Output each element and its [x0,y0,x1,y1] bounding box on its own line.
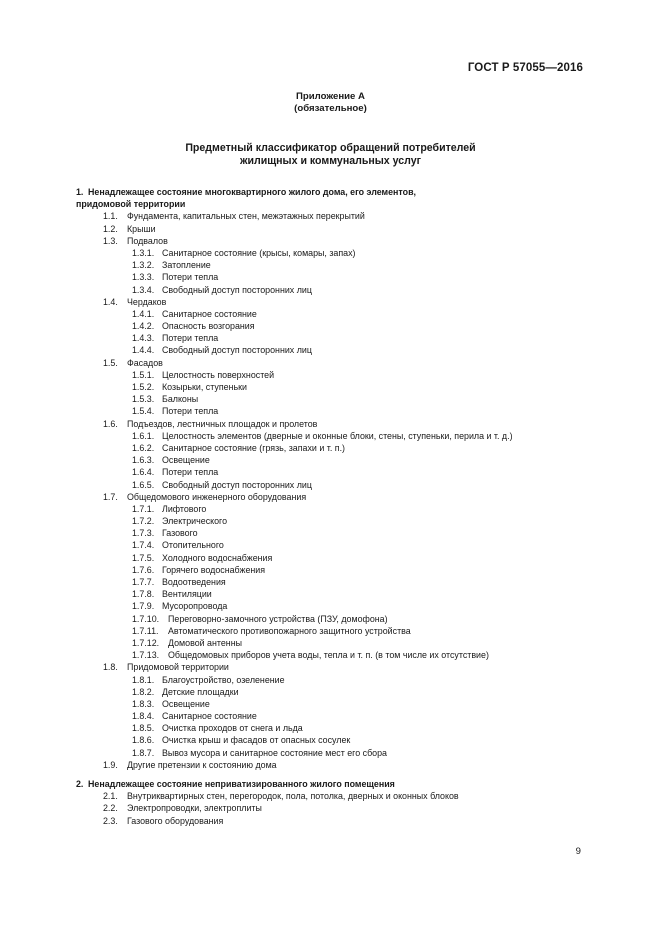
list-item [0,296,661,308]
sub-item-label: Целостность поверхностей [162,369,275,380]
sub-item [0,381,661,393]
sub-item [0,710,661,722]
sub-item-label: Санитарное состояние [162,711,257,722]
sub-item [0,564,661,576]
sub-item [0,344,661,356]
sub-item [0,734,661,746]
sub-item-label: Холодного водоснабжения [162,552,273,563]
item-number: 2.2. [103,803,118,814]
item-number: 1.3. [103,235,118,246]
sub-item [0,686,661,698]
item-number: 1.2. [103,223,118,234]
list-item [0,802,661,814]
section-heading-continued [0,198,661,210]
sub-item-number: 1.3.2. [132,260,155,271]
annex-title: Приложение А [296,91,365,102]
list-item [0,418,661,430]
sub-item-number: 1.7.2. [132,516,155,527]
sub-item [0,527,661,539]
sub-item-number: 1.7.4. [132,540,155,551]
sub-item-number: 1.7.11. [132,625,159,636]
item-label: Фасадов [127,357,163,368]
sub-item-label: Вентиляции [162,589,212,600]
sub-item-number: 1.3.4. [132,284,155,295]
item-label: Электропроводки, электроплиты [127,803,262,814]
sub-item-label: Потери тепла [162,467,219,478]
document-code: ГОСТ Р 57055—2016 [467,62,583,74]
sub-item-number: 1.4.2. [132,321,155,332]
title-line-1: Предметный классификатор обращений потребителей [185,142,476,154]
sub-item-number: 1.5.2. [132,382,155,393]
sub-item-number: 1.4.1. [132,308,155,319]
sub-item-number: 1.7.13. [132,650,160,661]
sub-item-label: Санитарное состояние [162,308,257,319]
sub-item [0,588,661,600]
sub-item [0,454,661,466]
sub-item-label: Затопление [162,260,211,271]
item-label: Чердаков [127,296,167,307]
sub-item-number: 1.6.3. [132,455,155,466]
sub-item-label: Освещение [162,455,210,466]
item-label: Придомовой территории [127,662,229,673]
item-number: 1.7. [103,491,118,502]
item-label: Крыши [127,223,156,234]
sub-item-label: Козырьки, ступеньки [162,382,247,393]
sub-item-label: Водоотведения [162,577,226,588]
sub-item-number: 1.5.1. [132,369,155,380]
item-number: 1.6. [103,418,118,429]
sub-item-label: Переговорно-замочного устройства (ПЗУ, домофона) [168,613,388,624]
sub-item-label: Общедомовых приборов учета воды, тепла и т. п. (в том числе их отсутствие) [168,650,489,661]
sub-item [0,503,661,515]
page-number: 9 [575,846,581,857]
sub-item [0,539,661,551]
section-title-line-1: Ненадлежащее состояние неприватизированного жилого помещения [88,779,395,790]
sub-item [0,698,661,710]
sub-item-number: 1.7.6. [132,564,155,575]
sub-item [0,442,661,454]
sub-item-label: Целостность элементов (дверные и оконные блоки, стены, ступеньки, перила и т. д.) [162,430,513,441]
sub-item [0,405,661,417]
sub-item-label: Балконы [162,394,199,405]
sub-item-number: 1.7.10. [132,613,160,624]
sub-item-label: Автоматического противопожарного защитного устройства [168,625,411,636]
sub-item [0,649,661,661]
sub-item-label: Потери тепла [162,333,219,344]
sub-item-number: 1.8.3. [132,698,155,709]
sub-item [0,308,661,320]
section-number: 2. [76,779,84,790]
sub-item-label: Горячего водоснабжения [162,564,266,575]
list-item [0,491,661,503]
sub-item [0,393,661,405]
sub-item [0,271,661,283]
sub-item [0,552,661,564]
sub-item [0,332,661,344]
sub-item-label: Потери тепла [162,272,219,283]
item-number: 2.3. [103,815,118,826]
sub-item-label: Освещение [162,698,210,709]
sub-item [0,369,661,381]
sub-item [0,247,661,259]
sub-item-number: 1.8.7. [132,747,155,758]
sub-item [0,576,661,588]
sub-item-label: Газового [162,528,198,539]
sub-item [0,625,661,637]
sub-item [0,722,661,734]
sub-item-label: Детские площадки [162,686,239,697]
sub-item-number: 1.7.8. [132,589,155,600]
sub-item-label: Санитарное состояние (крысы, комары, запах) [162,247,356,258]
document-title [0,142,661,168]
sub-item [0,479,661,491]
sub-item [0,637,661,649]
sub-item-number: 1.8.6. [132,735,155,746]
annex-status: (обязательное) [294,103,367,114]
section-title-line-1: Ненадлежащее состояние многоквартирного жилого дома, его элементов, [88,187,416,197]
sub-item [0,466,661,478]
list-item [0,815,661,827]
item-number: 1.1. [103,211,118,222]
sub-item-number: 1.7.5. [132,552,155,563]
sub-item-label: Потери тепла [162,406,219,417]
sub-item-number: 1.8.4. [132,711,155,722]
item-label: Общедомового инженерного оборудования [127,491,307,502]
sub-item-number: 1.3.1. [132,247,155,258]
sub-item [0,747,661,759]
sub-item-label: Благоустройство, озеленение [162,674,285,685]
sub-item-label: Вывоз мусора и санитарное состояние мест его сбора [162,747,387,758]
sub-item-label: Очистка проходов от снега и льда [162,723,303,734]
item-label: Внутриквартирных стен, перегородок, пола, потолка, дверных и оконных блоков [127,791,459,802]
sub-item [0,259,661,271]
section-heading [0,186,506,198]
list-item [0,223,661,235]
sub-item-label: Санитарное состояние (грязь, запахи и т. п.) [162,442,345,453]
item-number: 1.5. [103,357,118,368]
sub-item-number: 1.7.7. [132,577,155,588]
classifier-list [0,186,661,827]
list-item [0,790,661,802]
sub-item-label: Лифтового [162,503,207,514]
sub-item-number: 1.7.12. [132,637,160,648]
item-number: 1.8. [103,662,118,673]
sub-item-number: 1.7.9. [132,601,155,612]
list-item [0,661,661,673]
item-number: 1.4. [103,296,118,307]
sub-item [0,515,661,527]
sub-item-label: Свободный доступ посторонних лиц [162,479,312,490]
sub-item [0,600,661,612]
sub-item-label: Очистка крыш и фасадов от опасных сосулек [162,735,351,746]
sub-item [0,430,661,442]
sub-item [0,320,661,332]
section-number: 1. [76,187,84,197]
item-label: Подвалов [127,235,168,246]
item-label: Газового оборудования [127,815,224,826]
item-label: Фундамента, капитальных стен, межэтажных перекрытий [127,211,365,222]
sub-item-number: 1.8.1. [132,674,155,685]
sub-item-number: 1.4.3. [132,333,155,344]
section-title-line-2: придомовой территории [76,199,186,210]
sub-item-number: 1.4.4. [132,345,155,356]
sub-item-label: Электрического [162,516,228,527]
sub-item-label: Опасность возгорания [162,321,255,332]
sub-item-label: Отопительного [162,540,224,551]
sub-item-number: 1.7.1. [132,503,155,514]
list-item [0,210,661,222]
sub-item-label: Домовой антенны [168,637,242,648]
section-heading [0,778,661,790]
item-label: Подъездов, лестничных площадок и пролетов [127,418,318,429]
sub-item-label: Свободный доступ посторонних лиц [162,284,312,295]
sub-item-number: 1.8.5. [132,723,155,734]
sub-item-label: Свободный доступ посторонних лиц [162,345,312,356]
sub-item-number: 1.8.2. [132,686,155,697]
item-label: Другие претензии к состоянию дома [127,759,277,770]
sub-item-number: 1.6.2. [132,442,155,453]
sub-item-number: 1.5.4. [132,406,155,417]
sub-item [0,674,661,686]
sub-item-label: Мусоропровода [162,601,228,612]
sub-item-number: 1.3.3. [132,272,155,283]
annex-heading [0,91,661,115]
list-item [0,759,661,771]
sub-item-number: 1.6.4. [132,467,155,478]
list-item [0,235,661,247]
sub-item [0,284,661,296]
item-number: 2.1. [103,791,118,802]
sub-item-number: 1.5.3. [132,394,155,405]
sub-item [0,613,661,625]
list-item [0,357,661,369]
item-number: 1.9. [103,759,118,770]
sub-item-number: 1.6.1. [132,430,155,441]
sub-item-number: 1.6.5. [132,479,155,490]
title-line-2: жилищных и коммунальных услуг [239,155,422,167]
sub-item-number: 1.7.3. [132,528,155,539]
section-gap [0,771,661,778]
